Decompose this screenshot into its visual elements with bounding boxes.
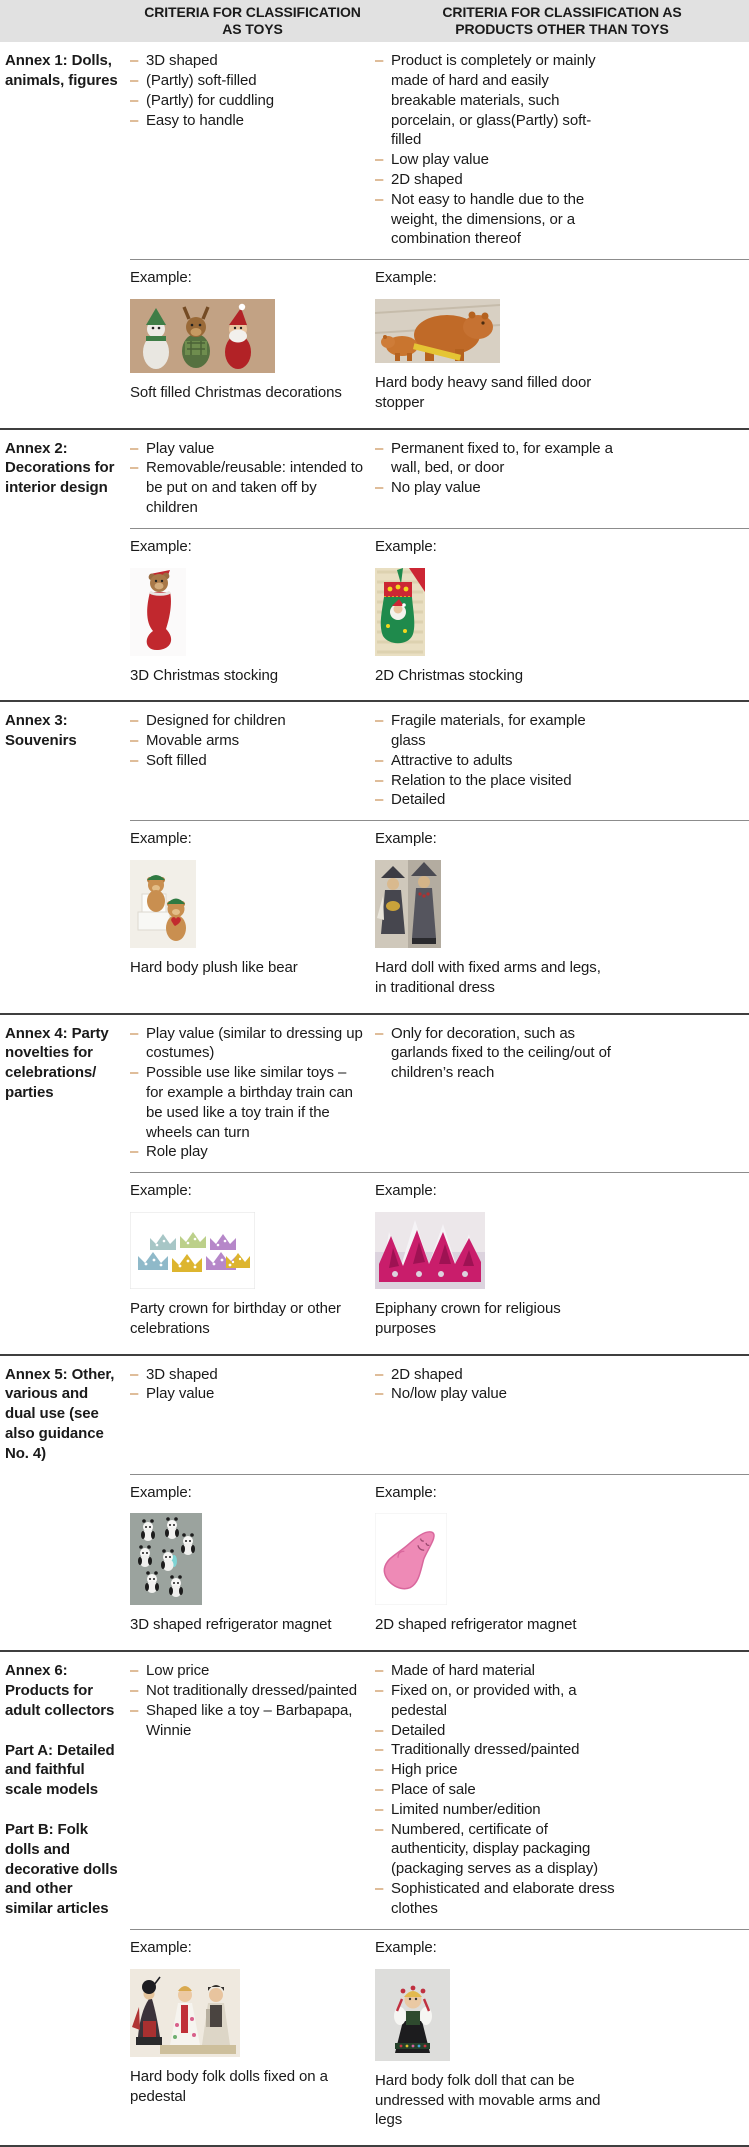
example-caption: 2D Christmas stocking xyxy=(375,666,523,684)
dash-bullet-icon: – xyxy=(375,1721,384,1739)
example-label: Example: xyxy=(130,1483,192,1501)
example-label: Example: xyxy=(130,1938,192,1956)
annex-label-paragraph: Annex 1: Dolls, animals, figures xyxy=(5,52,118,89)
criterion-item xyxy=(375,1820,623,1879)
dash-bullet-icon: – xyxy=(130,52,139,70)
annex-label xyxy=(0,1024,130,1163)
criteria-grid xyxy=(0,702,749,820)
criterion-item xyxy=(375,190,623,249)
dash-bullet-icon: – xyxy=(130,1701,139,1719)
criterion-item xyxy=(375,1879,623,1919)
criterion-item xyxy=(130,458,365,517)
example-section xyxy=(130,259,749,427)
dash-bullet-icon: – xyxy=(375,1800,384,1818)
annex-label-paragraph: Annex 5: Other, various and dual use (see also guidance No. 4) xyxy=(5,1365,115,1462)
criterion-item xyxy=(375,711,623,751)
example-caption: Epiphany crown for religious purposes xyxy=(375,1300,561,1337)
criterion-item xyxy=(130,111,365,131)
example-cell xyxy=(130,1483,375,1636)
criterion-item xyxy=(375,1800,623,1820)
example-label: Example: xyxy=(130,269,192,287)
example-caption: Soft filled Christmas decorations xyxy=(130,383,342,401)
criterion-item xyxy=(375,478,623,498)
criterion-item xyxy=(375,1681,623,1721)
criterion-text: Designed for children xyxy=(146,712,286,730)
example-caption: 3D Christmas stocking xyxy=(130,666,278,684)
dash-bullet-icon: – xyxy=(130,1064,139,1082)
criterion-item xyxy=(375,1384,623,1404)
epiphany-crown-image xyxy=(375,1212,739,1289)
criteria-grid xyxy=(0,42,749,259)
criterion-text: 2D shaped xyxy=(391,1365,463,1383)
criterion-text: No play value xyxy=(391,479,481,497)
criteria-grid xyxy=(0,1652,749,1929)
barbapapa-magnet-image xyxy=(375,1513,739,1605)
dash-bullet-icon: – xyxy=(375,1385,384,1403)
dash-bullet-icon: – xyxy=(130,1682,139,1700)
criterion-text: Play value (similar to dressing up costumes) xyxy=(146,1024,363,1062)
criterion-text: Detailed xyxy=(391,791,446,809)
criterion-text: Permanent fixed to, for example a wall, bed, or door xyxy=(391,439,613,477)
example-cell xyxy=(130,268,375,412)
dash-bullet-icon: – xyxy=(130,459,139,477)
example-label: Example: xyxy=(130,537,192,555)
annex-label xyxy=(0,51,130,249)
criterion-text: 3D shaped xyxy=(146,1365,218,1383)
criterion-item xyxy=(130,71,365,91)
dash-bullet-icon: – xyxy=(130,751,139,769)
non-toys-criteria-list xyxy=(375,51,749,249)
annex-label-paragraph: Part B: Folk dolls and decorative dolls and other similar articles xyxy=(5,1821,118,1918)
criterion-item xyxy=(375,1365,623,1385)
sand-filled-door-stopper-image xyxy=(375,299,739,363)
annex-label-paragraph: Part A: Detailed and faithful scale models xyxy=(5,1741,115,1799)
toys-criteria-list xyxy=(130,1661,375,1919)
example-caption: 3D shaped refrigerator magnet xyxy=(130,1616,332,1634)
example-label: Example: xyxy=(375,1182,437,1200)
example-section xyxy=(130,1929,749,2145)
criterion-text: Removable/reusable: intended to be put on and taken off by children xyxy=(146,459,364,516)
example-caption: Hard body plush like bear xyxy=(130,959,298,977)
example-caption: Hard doll with fixed arms and legs, in traditional dress xyxy=(375,959,601,996)
criterion-item xyxy=(130,1681,365,1701)
example-cell xyxy=(375,1938,749,2130)
stocking-3d-image xyxy=(130,568,365,656)
criterion-text: Soft filled xyxy=(146,751,207,769)
criterion-item xyxy=(375,1661,623,1681)
annex-row-1 xyxy=(0,42,749,427)
example-cell xyxy=(375,537,749,686)
criterion-item xyxy=(130,1365,365,1385)
dash-bullet-icon: – xyxy=(375,170,384,188)
example-section xyxy=(130,820,749,1012)
criterion-text: Only for decoration, such as garlands fixed to the ceiling/out of children’s reach xyxy=(391,1024,611,1082)
criterion-text: Play value xyxy=(146,439,215,457)
annex-label-paragraph: Annex 2: Decorations for interior design xyxy=(5,439,115,497)
example-caption: Party crown for birthday or other celebrations xyxy=(130,1300,341,1337)
example-cell xyxy=(375,1181,749,1338)
dash-bullet-icon: – xyxy=(130,1143,139,1161)
toys-criteria-list xyxy=(130,711,375,810)
non-toys-criteria-list xyxy=(375,1661,749,1919)
example-cell xyxy=(375,268,749,412)
annex-label-paragraph: Annex 4: Party novelties for celebrations/ parties xyxy=(5,1024,109,1102)
folk-dolls-pedestal-image xyxy=(130,1969,365,2057)
criterion-item xyxy=(130,731,365,751)
dash-bullet-icon: – xyxy=(375,1781,384,1798)
annex-row-5 xyxy=(0,1354,749,1651)
annex-row-2 xyxy=(0,428,749,701)
criterion-text: 2D shaped xyxy=(391,170,463,188)
dash-bullet-icon: – xyxy=(375,479,384,497)
criterion-text: Product is completely or mainly made of hard and easily breakable materials, such porcelain, or glass(Partly) soft-filled xyxy=(391,52,596,149)
toys-criteria-list xyxy=(130,1024,375,1163)
dash-bullet-icon: – xyxy=(375,771,384,789)
non-toys-criteria-list xyxy=(375,439,749,518)
criterion-item xyxy=(375,439,623,479)
annex-rows xyxy=(0,42,749,2145)
dash-bullet-icon: – xyxy=(375,1365,384,1383)
dash-bullet-icon: – xyxy=(375,439,384,457)
example-caption: Hard body folk dolls fixed on a pedestal xyxy=(130,2067,328,2105)
criterion-text: 3D shaped xyxy=(146,52,218,70)
toys-criteria-list xyxy=(130,51,375,249)
criterion-item xyxy=(130,1701,365,1741)
criterion-item xyxy=(130,91,365,111)
criteria-grid xyxy=(0,1015,749,1173)
criterion-text: (Partly) soft-filled xyxy=(146,71,257,89)
criterion-item xyxy=(130,751,365,771)
criterion-text: Low play value xyxy=(391,151,489,169)
example-label: Example: xyxy=(375,1483,437,1501)
soft-filled-christmas-decorations-image xyxy=(130,299,365,373)
criterion-item xyxy=(130,711,365,731)
toys-criteria-list xyxy=(130,439,375,518)
annex-row-6 xyxy=(0,1650,749,2145)
header-toys-column: CRITERIA FOR CLASSIFICATION AS TOYS xyxy=(144,4,361,38)
example-label: Example: xyxy=(130,830,192,848)
criterion-text: Made of hard material xyxy=(391,1662,535,1680)
criterion-text: Numbered, certificate of authenticity, display packaging (packaging serves as a display) xyxy=(391,1820,599,1878)
criterion-item xyxy=(375,1740,623,1760)
dash-bullet-icon: – xyxy=(130,1662,139,1680)
criterion-text: Fixed on, or provided with, a pedestal xyxy=(391,1682,577,1719)
criterion-item xyxy=(375,1024,623,1083)
dash-bullet-icon: – xyxy=(375,1024,384,1042)
criterion-item xyxy=(130,1024,365,1064)
criterion-text: Shaped like a toy – Barbapapa, Winnie xyxy=(146,1701,353,1739)
criterion-item xyxy=(130,1063,365,1142)
criterion-item xyxy=(375,1780,623,1800)
example-cell xyxy=(375,829,749,997)
criterion-item xyxy=(130,1384,365,1404)
criterion-text: Low price xyxy=(146,1662,210,1680)
dash-bullet-icon: – xyxy=(130,439,139,457)
annex-row-3 xyxy=(0,700,749,1012)
criterion-item xyxy=(130,51,365,71)
example-section xyxy=(130,528,749,701)
criterion-text: Play value xyxy=(146,1385,215,1403)
criterion-item xyxy=(375,51,623,150)
criterion-text: Possible use like similar toys – for example a birthday train can be used like a toy train if the wheels can turn xyxy=(146,1064,353,1141)
example-label: Example: xyxy=(375,830,437,848)
dash-bullet-icon: – xyxy=(375,1761,384,1779)
criterion-item xyxy=(375,1721,623,1741)
dash-bullet-icon: – xyxy=(375,751,384,769)
criterion-item xyxy=(375,150,623,170)
dash-bullet-icon: – xyxy=(130,91,139,109)
criterion-text: Easy to handle xyxy=(146,111,244,129)
annex-label-paragraph: Annex 6: Products for adult collectors xyxy=(5,1662,115,1719)
example-label: Example: xyxy=(375,1938,437,1956)
example-caption: Hard body heavy sand filled door stopper xyxy=(375,373,592,411)
annex-label xyxy=(0,711,130,810)
criteria-grid xyxy=(0,1356,749,1474)
criterion-text: Not easy to handle due to the weight, the dimensions, or a combination thereof xyxy=(391,190,585,248)
toys-criteria-list xyxy=(130,1365,375,1464)
criteria-grid xyxy=(0,430,749,528)
example-cell xyxy=(375,1483,749,1636)
dash-bullet-icon: – xyxy=(375,151,384,169)
dash-bullet-icon: – xyxy=(130,1024,139,1042)
header-non-toys-column: CRITERIA FOR CLASSIFICATION AS PRODUCTS OTHER THAN TOYS xyxy=(442,4,682,38)
dash-bullet-icon: – xyxy=(130,712,139,730)
example-caption: Hard body folk doll that can be undressed with movable arms and legs xyxy=(375,2071,601,2129)
criterion-text: Fragile materials, for example glass xyxy=(391,712,586,750)
criterion-text: (Partly) for cuddling xyxy=(146,91,274,109)
example-section xyxy=(130,1474,749,1651)
panda-magnets-image xyxy=(130,1513,365,1605)
criterion-item xyxy=(375,790,623,810)
criterion-text: Traditionally dressed/painted xyxy=(391,1741,580,1759)
dash-bullet-icon: – xyxy=(130,1385,139,1403)
annex-label xyxy=(0,1365,130,1464)
criterion-item xyxy=(375,1760,623,1780)
annex-label xyxy=(0,439,130,518)
plush-bears-image xyxy=(130,860,365,948)
example-caption: 2D shaped refrigerator magnet xyxy=(375,1616,577,1634)
criterion-item xyxy=(130,1142,365,1162)
example-cell xyxy=(130,829,375,997)
folk-doll-movable-image xyxy=(375,1969,739,2061)
criterion-text: Detailed xyxy=(391,1721,446,1739)
non-toys-criteria-list xyxy=(375,711,749,810)
dash-bullet-icon: – xyxy=(375,712,384,730)
example-cell xyxy=(130,537,375,686)
dash-bullet-icon: – xyxy=(130,1365,139,1383)
traditional-dolls-image xyxy=(375,860,739,948)
criterion-text: Movable arms xyxy=(146,732,239,750)
criterion-item xyxy=(375,771,623,791)
table-header-row xyxy=(0,0,749,42)
criterion-text: Limited number/edition xyxy=(391,1800,541,1818)
example-label: Example: xyxy=(375,537,437,555)
criterion-text: Role play xyxy=(146,1143,208,1161)
criterion-text: No/low play value xyxy=(391,1385,507,1403)
annex-label-paragraph: Annex 3: Souvenirs xyxy=(5,712,77,750)
dash-bullet-icon: – xyxy=(375,1662,384,1680)
annex-row-4 xyxy=(0,1013,749,1354)
dash-bullet-icon: – xyxy=(375,1820,384,1838)
example-label: Example: xyxy=(130,1182,192,1200)
dash-bullet-icon: – xyxy=(130,732,139,750)
dash-bullet-icon: – xyxy=(375,190,384,208)
criterion-text: Attractive to adults xyxy=(391,751,513,769)
criterion-item xyxy=(130,1661,365,1681)
dash-bullet-icon: – xyxy=(130,111,139,129)
criterion-item xyxy=(375,170,623,190)
criterion-text: High price xyxy=(391,1761,458,1779)
dash-bullet-icon: – xyxy=(130,71,139,89)
criterion-text: Relation to the place visited xyxy=(391,771,572,789)
party-crowns-image xyxy=(130,1212,365,1289)
annex-label xyxy=(0,1661,130,1919)
criterion-item xyxy=(375,751,623,771)
criterion-text: Not traditionally dressed/painted xyxy=(146,1682,357,1700)
dash-bullet-icon: – xyxy=(375,1879,384,1897)
non-toys-criteria-list xyxy=(375,1024,749,1163)
dash-bullet-icon: – xyxy=(375,52,384,70)
stocking-2d-image xyxy=(375,568,739,656)
dash-bullet-icon: – xyxy=(375,1682,384,1700)
example-cell xyxy=(130,1181,375,1338)
criterion-item xyxy=(130,439,365,459)
example-label: Example: xyxy=(375,269,437,287)
example-cell xyxy=(130,1938,375,2130)
dash-bullet-icon: – xyxy=(375,791,384,809)
example-section xyxy=(130,1172,749,1353)
criterion-text: Place of sale xyxy=(391,1781,476,1798)
dash-bullet-icon: – xyxy=(375,1741,384,1759)
criterion-text: Sophisticated and elaborate dress clothes xyxy=(391,1879,615,1917)
non-toys-criteria-list xyxy=(375,1365,749,1464)
